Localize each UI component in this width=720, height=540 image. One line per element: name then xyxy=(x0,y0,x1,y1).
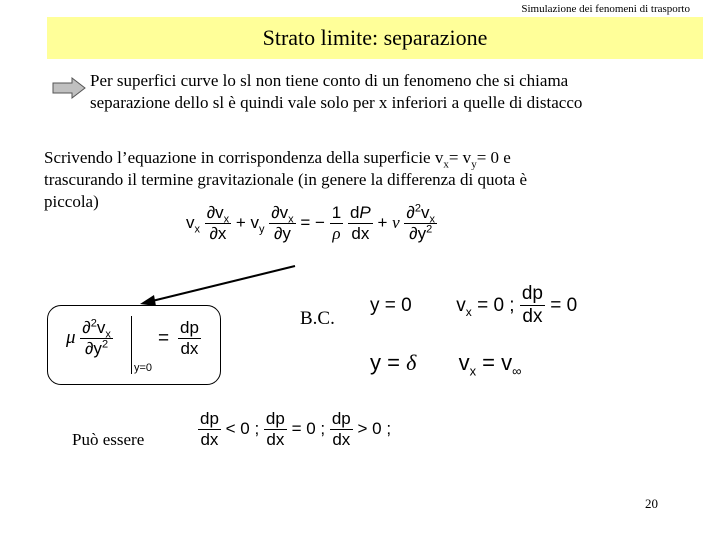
slide-title-text: Strato limite: separazione xyxy=(262,25,488,50)
paragraph-line: piccola) xyxy=(44,192,99,211)
momentum-equation: $v_x$ $\frac{\partial v_x}{\partial x}$ + $v_y$ $\frac{\partial v_x}{\partial y}$ = − $\frac{1}{\rho}$ $\frac{dP}{dx}$ + ν $\frac{\partial^2v_x}{\partial y^2}$ xyxy=(186,202,435,243)
slide-title xyxy=(47,17,703,59)
boundary-condition-wall: y = 0 $v_x = 0$ ; $\frac{dp}{dx}$ = 0 xyxy=(370,283,578,327)
slide-header: Simulazione dei fenomeni di trasporto xyxy=(521,3,690,15)
paragraph-line: Per superfici curve lo sl non tiene conto di un fenomeno che si chiama xyxy=(90,71,569,90)
bc-label: B.C. xyxy=(300,308,335,329)
paragraph-line: trascurando il termine gravitazionale (in genere la differenza di quota è xyxy=(44,170,528,189)
boundary-condition-edge: y = δ $v_x = v_\infty$ xyxy=(370,350,522,379)
connector-arrow xyxy=(130,260,310,310)
paragraph-line: Scrivendo l’equazione in corrispondenza della superficie $v_x= v_y= 0$ e xyxy=(44,148,511,171)
paragraph-separation xyxy=(90,70,700,114)
wall-equation-box: μ $\frac{\partial^2v_x}{\partial y^2}$ y=0 = $\frac{dp}{dx}$ xyxy=(47,305,221,385)
pressure-gradient-cases: $\frac{dp}{dx}$ < 0 ; $\frac{dp}{dx}$ = 0 ; $\frac{dp}{dx}$ > 0 ; xyxy=(200,409,392,449)
puo-essere-label: Può essere xyxy=(72,430,145,449)
paragraph-line: separazione dello sl è quindi vale solo per x inferiori a quelle di distacco xyxy=(90,93,583,112)
arrow-bullet-icon xyxy=(52,77,86,99)
page-number: 20 xyxy=(645,496,658,511)
